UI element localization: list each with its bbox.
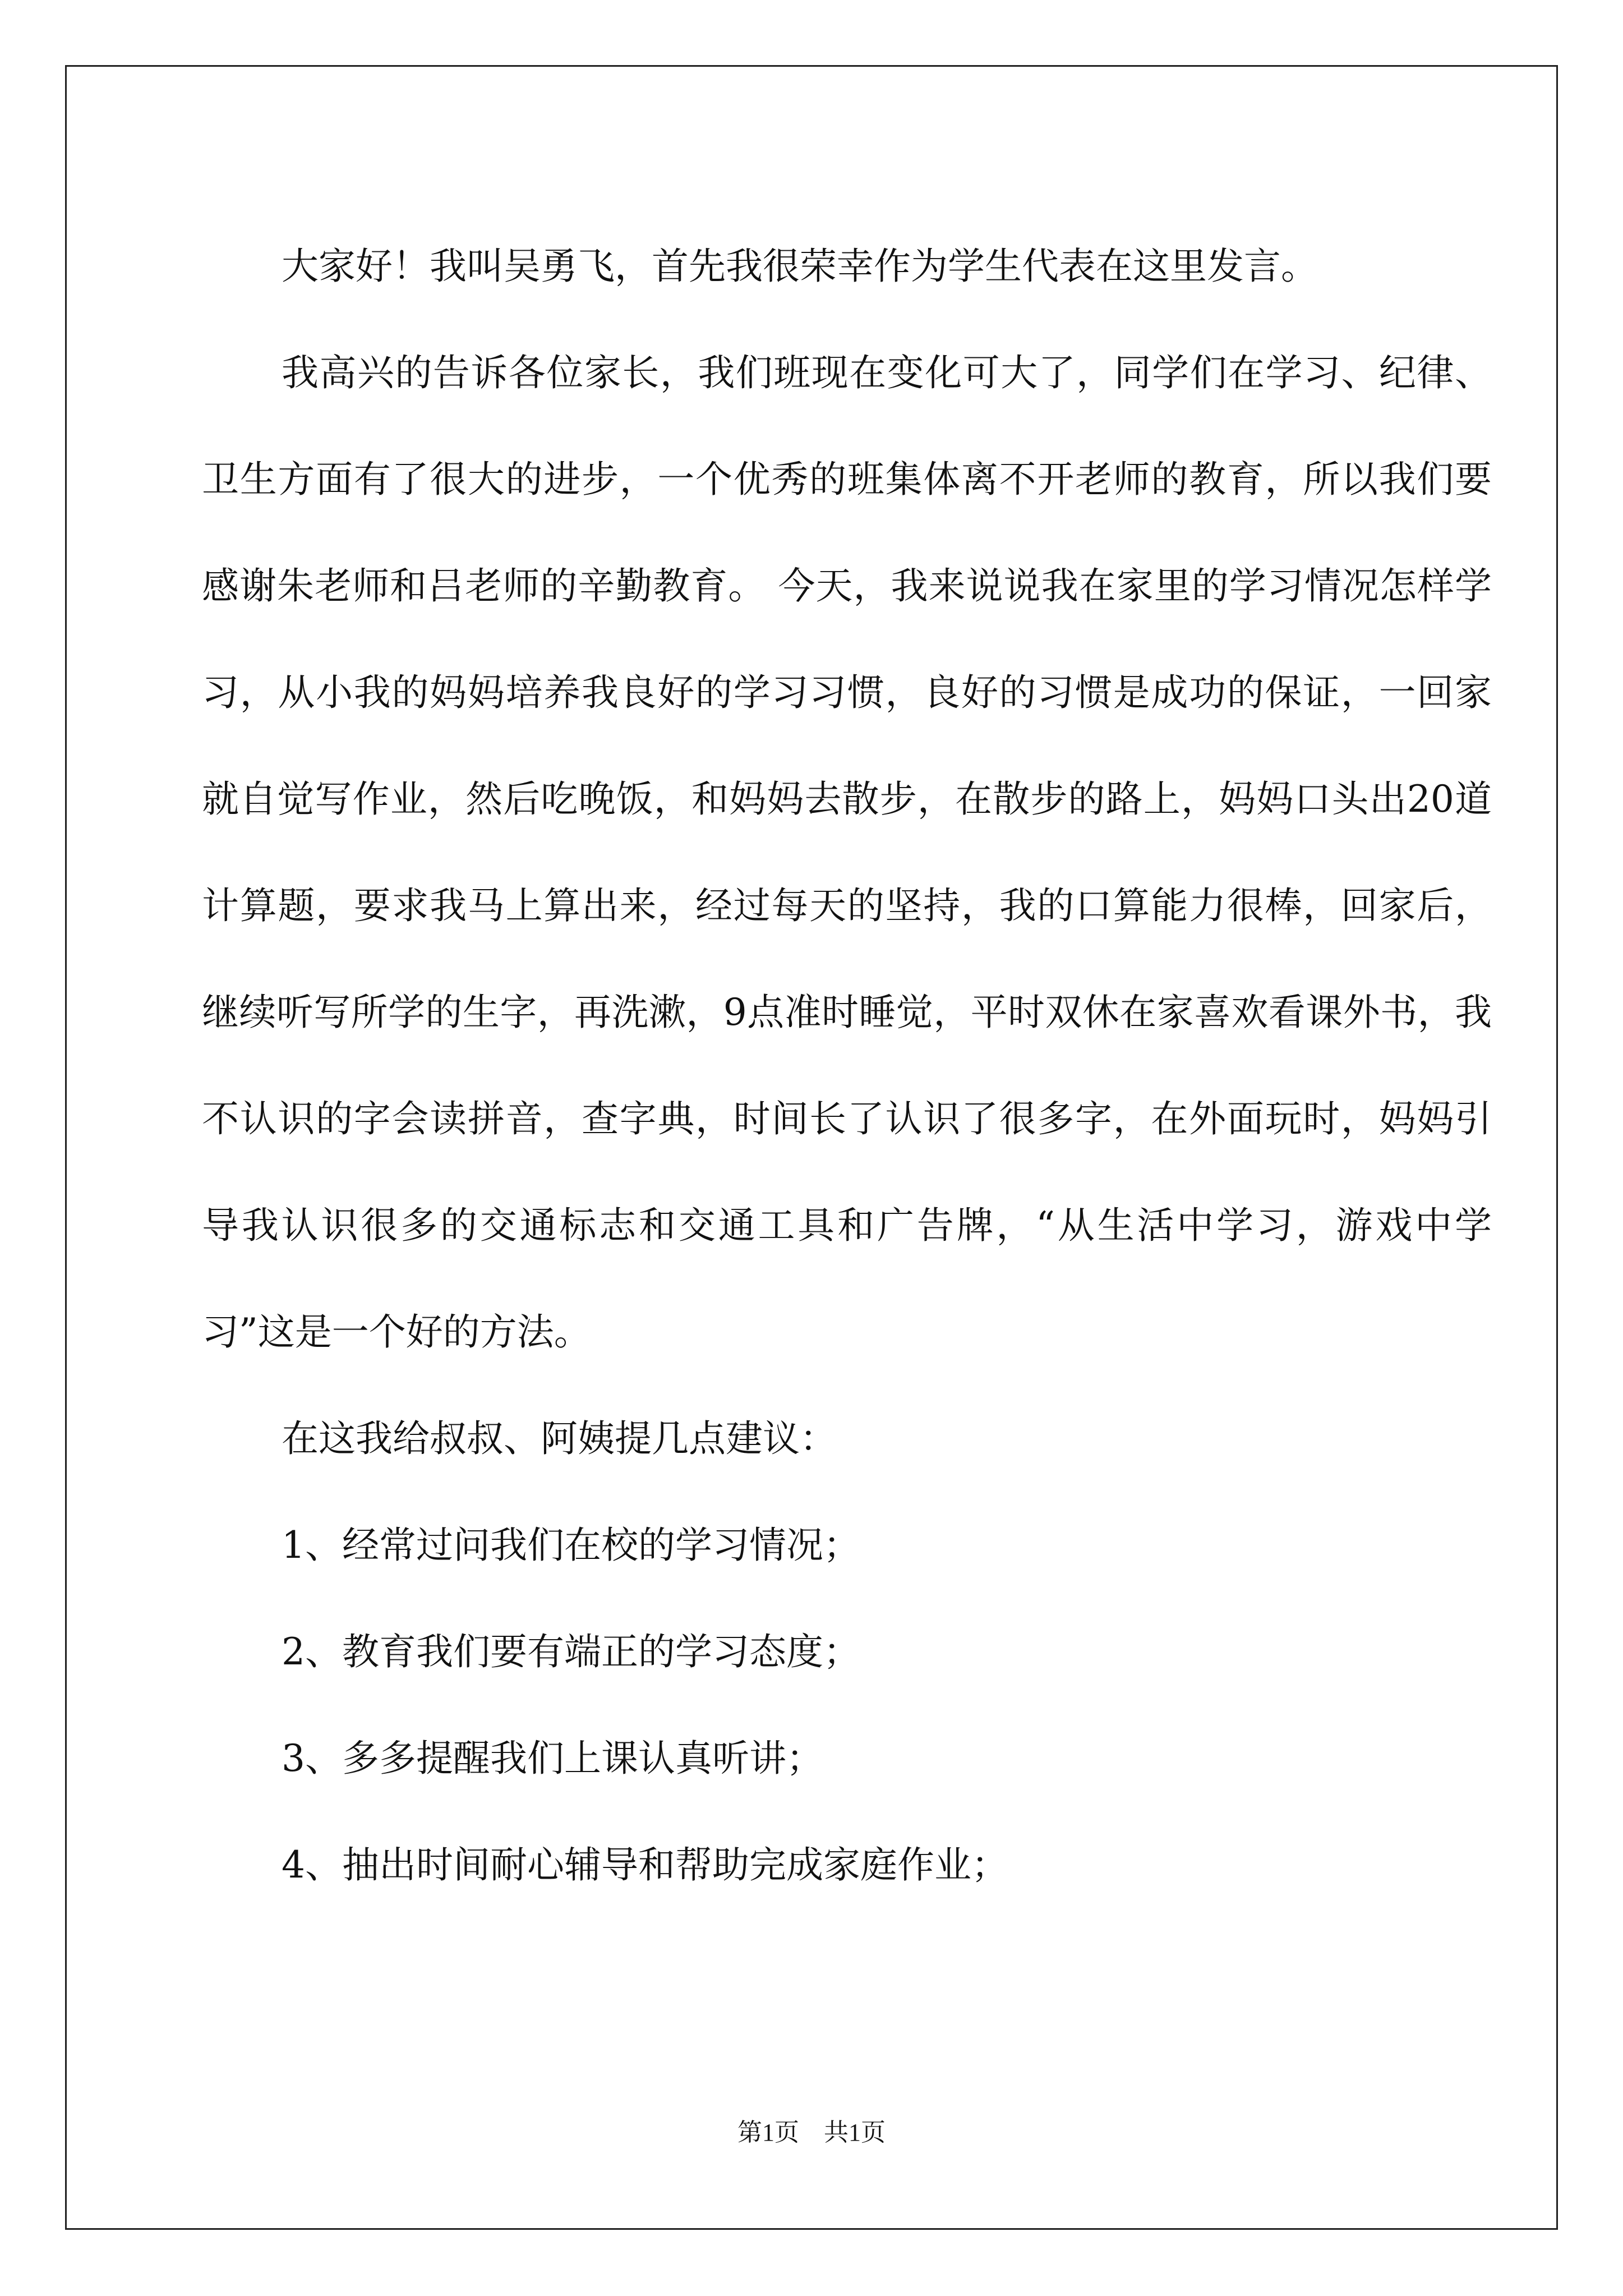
paragraph-suggestions-intro: 在这我给叔叔、阿姨提几点建议： <box>282 1417 837 1460</box>
list-item: 2、教育我们要有端正的学习态度； <box>282 1630 860 1673</box>
page-footer: 第1页 共1页 <box>737 2119 886 2146</box>
document-body <box>202 213 1492 1918</box>
paragraph-main: 我高兴的告诉各位家长，我们班现在变化可大了，同学们在学习、纪律、卫生方面有了很大的进步，一个优秀的班集体离不开老师的教育，所以我们要感谢朱老师和吕老师的辛勤教育。 今天，我来说说我在家里的学习情况怎样学习，从小我的妈妈培养我良好的学习习惯，良好的习惯是成功的保证，一回家就自觉写作业，然后吃晚饭，和妈妈去散步，在散步的路上，妈妈口头出20道计算题，要求我马上算出来，经过每天的坚持，我的口算能力很棒，回家后，继续听写所学的生字，再洗漱，9点准时睡觉，平时双休在家喜欢看课外书，我不认识的字会读拼音，查字典，时间长了认识了很多字，在外面玩时，妈妈引导我认识很多的交通标志和交通工具和广告牌，“从生活中学习，游戏中学习”这是一个好的方法。 <box>202 351 1492 1354</box>
list-item: 3、多多提醒我们上课认真听讲； <box>282 1737 823 1780</box>
list-item: 4、抽出时间耐心辅导和帮助完成家庭作业； <box>282 1843 1008 1887</box>
paragraph-greeting: 大家好！我叫吴勇飞，首先我很荣幸作为学生代表在这里发言。 <box>282 245 1318 288</box>
list-item: 1、经常过问我们在校的学习情况； <box>282 1524 860 1567</box>
